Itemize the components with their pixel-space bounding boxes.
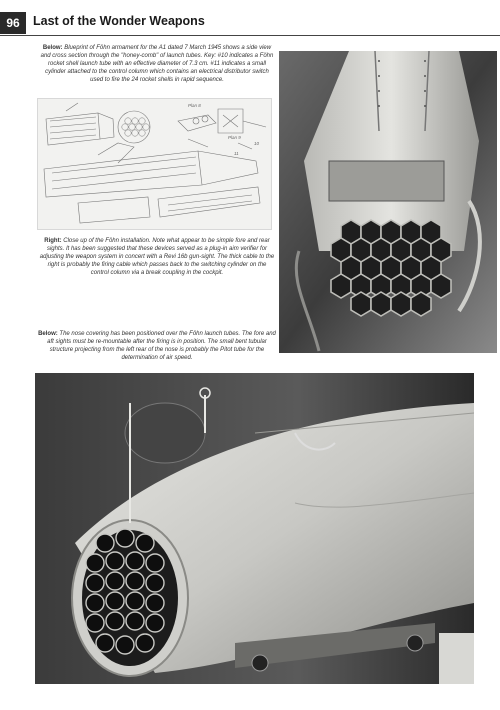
header-rule	[0, 35, 500, 36]
photo-nose-covering	[35, 373, 474, 684]
running-head-title: Last of the Wonder Weapons	[33, 14, 205, 28]
caption-blueprint	[38, 44, 276, 84]
blueprint-illustration	[38, 99, 272, 230]
blueprint-label-a: Plan 8	[188, 103, 201, 108]
blueprint-label-d: Plan 9	[228, 135, 241, 140]
caption-text: The nose covering has been positioned over the Föhn launch tubes. The fore and aft sights must be re-mountable after the firing is in position. The small bent tubular structure projecting from the left rear of the nose is probably the Pitot tube for the determination of air speed.	[47, 331, 276, 361]
blueprint-drawing	[37, 98, 272, 230]
caption-lead: Right:	[44, 238, 62, 244]
caption-lead: Below:	[42, 45, 63, 51]
photo-fohn-illustration	[279, 51, 497, 353]
caption-text: Blueprint of Föhn armament for the A1 dated 7 March 1945 shows a side view and cross section through the "honey-comb" of launch tubes. Key: #10 indicates a Föhn rocket shell launch tube with an effective diameter of 7.3 cm. #11 indicates a small cylinder attached to the control column which contains an electrical distributor switch used to fire the 24 rocket shells in rapid sequence.	[40, 45, 274, 83]
caption-nose-covering	[38, 330, 276, 362]
photo-fohn-installation	[279, 51, 497, 353]
caption-lead: Below:	[38, 331, 58, 337]
blueprint-label-c: 11	[234, 151, 239, 156]
caption-right	[38, 237, 276, 277]
blueprint-label-b: 10	[254, 141, 260, 146]
photo-nose-illustration	[35, 373, 474, 684]
page-number: 96	[0, 12, 26, 34]
caption-text: Close up of the Föhn installation. Note what appear to be simple fore and rear sights. It has been suggested that these devices served as a plug-in aim verifier for adjusting the weapon system in concert with a Revi 16b gun-sight. The thick cable to the right is probably the firing cable which passes back to the switching cylinder on the control column via a break coupling in the cockpit.	[39, 238, 275, 276]
